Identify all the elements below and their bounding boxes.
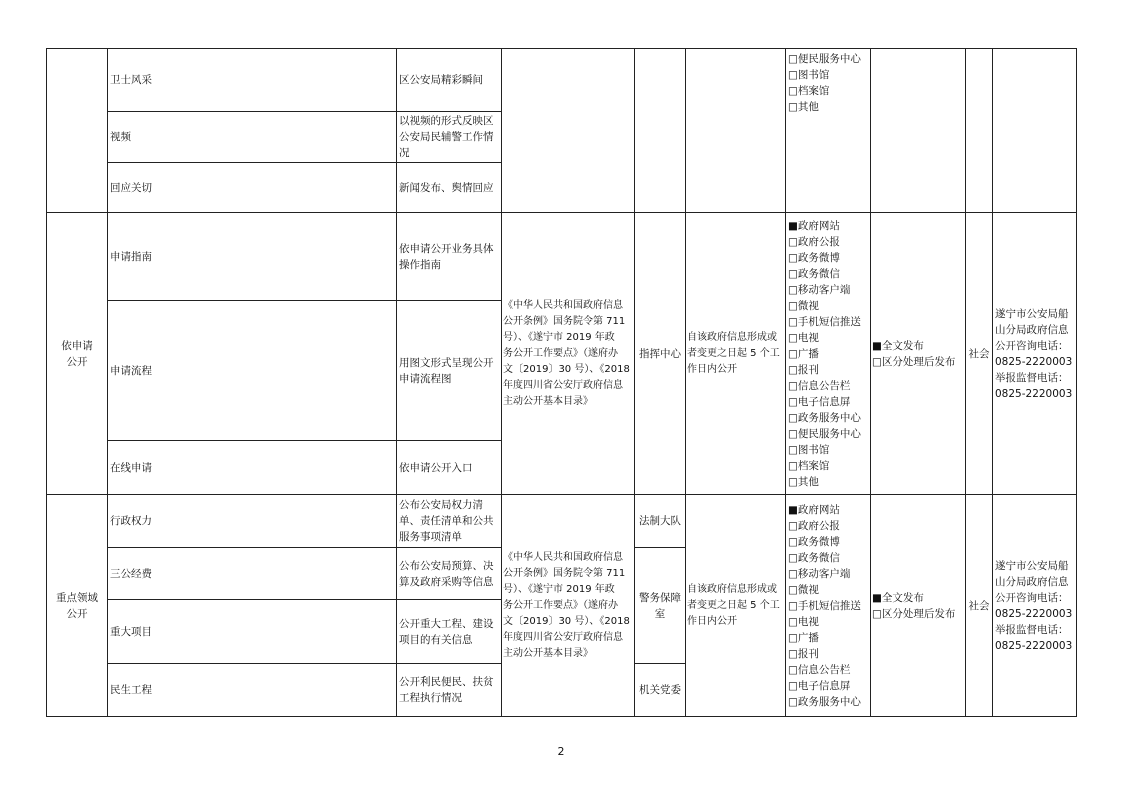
content-label: 以视频的形式反映区 公安局民辅警工作情 况 xyxy=(399,115,494,159)
item-label: 民生工程 xyxy=(110,684,152,696)
item-label: 重大项目 xyxy=(110,625,152,638)
item-cell xyxy=(110,441,394,494)
content-label: 区公安局精彩瞬间 xyxy=(399,74,483,86)
time-limit-cell xyxy=(687,213,785,494)
category-label: 依申请 公开 xyxy=(61,339,93,368)
method-text: ■全文发布 □区分处理后发布 xyxy=(872,591,956,620)
content-cell xyxy=(399,213,499,300)
item-cell xyxy=(110,213,394,300)
content-cell xyxy=(399,548,499,599)
category-cell xyxy=(47,213,107,494)
content-cell xyxy=(399,600,499,663)
item-label: 申请指南 xyxy=(110,250,152,263)
item-label: 回应关切 xyxy=(110,181,152,194)
content-label: 公布公安局权力清 单、责任清单和公共 服务事项清单 xyxy=(399,499,494,543)
channels-list: □便民服务中心 □图书馆 □档案馆 □其他 xyxy=(788,53,861,113)
content-cell xyxy=(399,664,499,716)
item-label: 视频 xyxy=(110,131,131,143)
subject-cell xyxy=(635,548,685,663)
item-label: 行政权力 xyxy=(110,515,152,527)
method-cell xyxy=(872,213,965,494)
page-number: 2 xyxy=(557,745,565,758)
subject-cell xyxy=(635,664,685,716)
col-border xyxy=(992,48,993,717)
col-border xyxy=(396,48,397,717)
content-label: 公布公安局预算、决 算及政府采购等信息 xyxy=(399,559,494,588)
category-cell xyxy=(47,495,107,716)
item-cell xyxy=(110,163,394,212)
channels-list: ■政府网站 □政府公报 □政务微博 □政务微信 □移动客户端 □微视 □手机短信推送 □电视 □广播 □报刊 □信息公告栏 □电子信息屏 □政务服务中心 □便民服务中心 □图书馆 □档案馆 □其他 xyxy=(788,220,861,488)
col-border xyxy=(107,48,108,717)
item-label: 三公经费 xyxy=(110,567,152,580)
time-limit-cell xyxy=(687,495,785,716)
subject-text: 警务保障 室 xyxy=(639,591,681,620)
content-cell xyxy=(399,49,499,111)
basis-text: 《中华人民共和国政府信息 公开条例》国务院令第 711 号）、《遂宁市 2019 年政 务公开工作要点》（遂府办 文〔2019〕30 号）、《2018 年度四川省公安厅政府信息 主动公开基本目录》 xyxy=(503,551,630,659)
method-text: ■全文发布 □区分处理后发布 xyxy=(872,339,956,368)
content-cell xyxy=(399,495,499,547)
item-label: 申请流程 xyxy=(110,364,152,377)
basis-cell xyxy=(503,213,634,494)
content-label: 公开重大工程、建设 项目的有关信息 xyxy=(399,617,494,646)
item-cell xyxy=(110,301,394,440)
content-label: 公开利民便民、扶贫 工程执行情况 xyxy=(399,676,494,704)
content-cell xyxy=(399,301,499,440)
item-cell xyxy=(110,495,394,547)
scope-cell xyxy=(966,213,992,494)
contact-cell xyxy=(995,213,1076,494)
col-border xyxy=(501,48,502,717)
col-border xyxy=(685,48,686,717)
col-border xyxy=(785,48,786,717)
item-cell xyxy=(110,664,394,716)
item-cell xyxy=(110,49,394,111)
time-limit-text: 自该政府信息形成或 者变更之日起 5 个工 作日内公开 xyxy=(687,331,780,375)
subject-cell xyxy=(635,213,685,494)
time-limit-text: 自该政府信息形成或 者变更之日起 5 个工 作日内公开 xyxy=(687,583,780,627)
col-border xyxy=(870,48,871,717)
basis-cell xyxy=(503,495,634,716)
scope-cell xyxy=(966,495,992,716)
content-label: 依申请公开入口 xyxy=(399,461,473,474)
content-cell xyxy=(399,112,499,162)
content-cell xyxy=(399,163,499,212)
item-cell xyxy=(110,600,394,663)
contact-text: 遂宁市公安局船 山分局政府信息 公开咨询电话： 0825-2220003 举报监督电话： 0825-2220003 xyxy=(995,307,1073,400)
item-cell xyxy=(110,112,394,162)
subject-text: 机关党委 xyxy=(639,684,681,696)
item-label: 卫士风采 xyxy=(110,74,152,86)
category-label: 重点领域 公开 xyxy=(56,591,98,620)
content-label: 用图文形式呈现公开 申请流程图 xyxy=(399,356,494,385)
table-bottom-border xyxy=(46,716,1077,717)
method-cell xyxy=(872,495,965,716)
content-label: 新闻发布、舆情回应 xyxy=(399,181,494,194)
subject-cell xyxy=(635,495,685,547)
contact-cell xyxy=(995,495,1076,716)
content-cell xyxy=(399,441,499,494)
item-cell xyxy=(110,548,394,599)
col-border xyxy=(1076,48,1077,717)
subject-text: 法制大队 xyxy=(639,515,681,527)
channels-list: ■政府网站 □政府公报 □政务微博 □政务微信 □移动客户端 □微视 □手机短信推送 □电视 □广播 □报刊 □信息公告栏 □电子信息屏 □政务服务中心 xyxy=(788,504,861,708)
basis-text: 《中华人民共和国政府信息 公开条例》国务院令第 711 号）、《遂宁市 2019 年政 务公开工作要点》（遂府办 文〔2019〕30 号）、《2018 年度四川省公安厅政府信息 主动公开基本目录》 xyxy=(503,299,630,407)
scope-text: 社会 xyxy=(968,599,990,612)
item-label: 在线申请 xyxy=(110,461,152,474)
contact-text: 遂宁市公安局船 山分局政府信息 公开咨询电话： 0825-2220003 举报监督电话： 0825-2220003 xyxy=(995,559,1073,652)
subject-text: 指挥中心 xyxy=(639,347,681,360)
scope-text: 社会 xyxy=(968,347,990,360)
content-label: 依申请公开业务具体 操作指南 xyxy=(399,242,494,271)
